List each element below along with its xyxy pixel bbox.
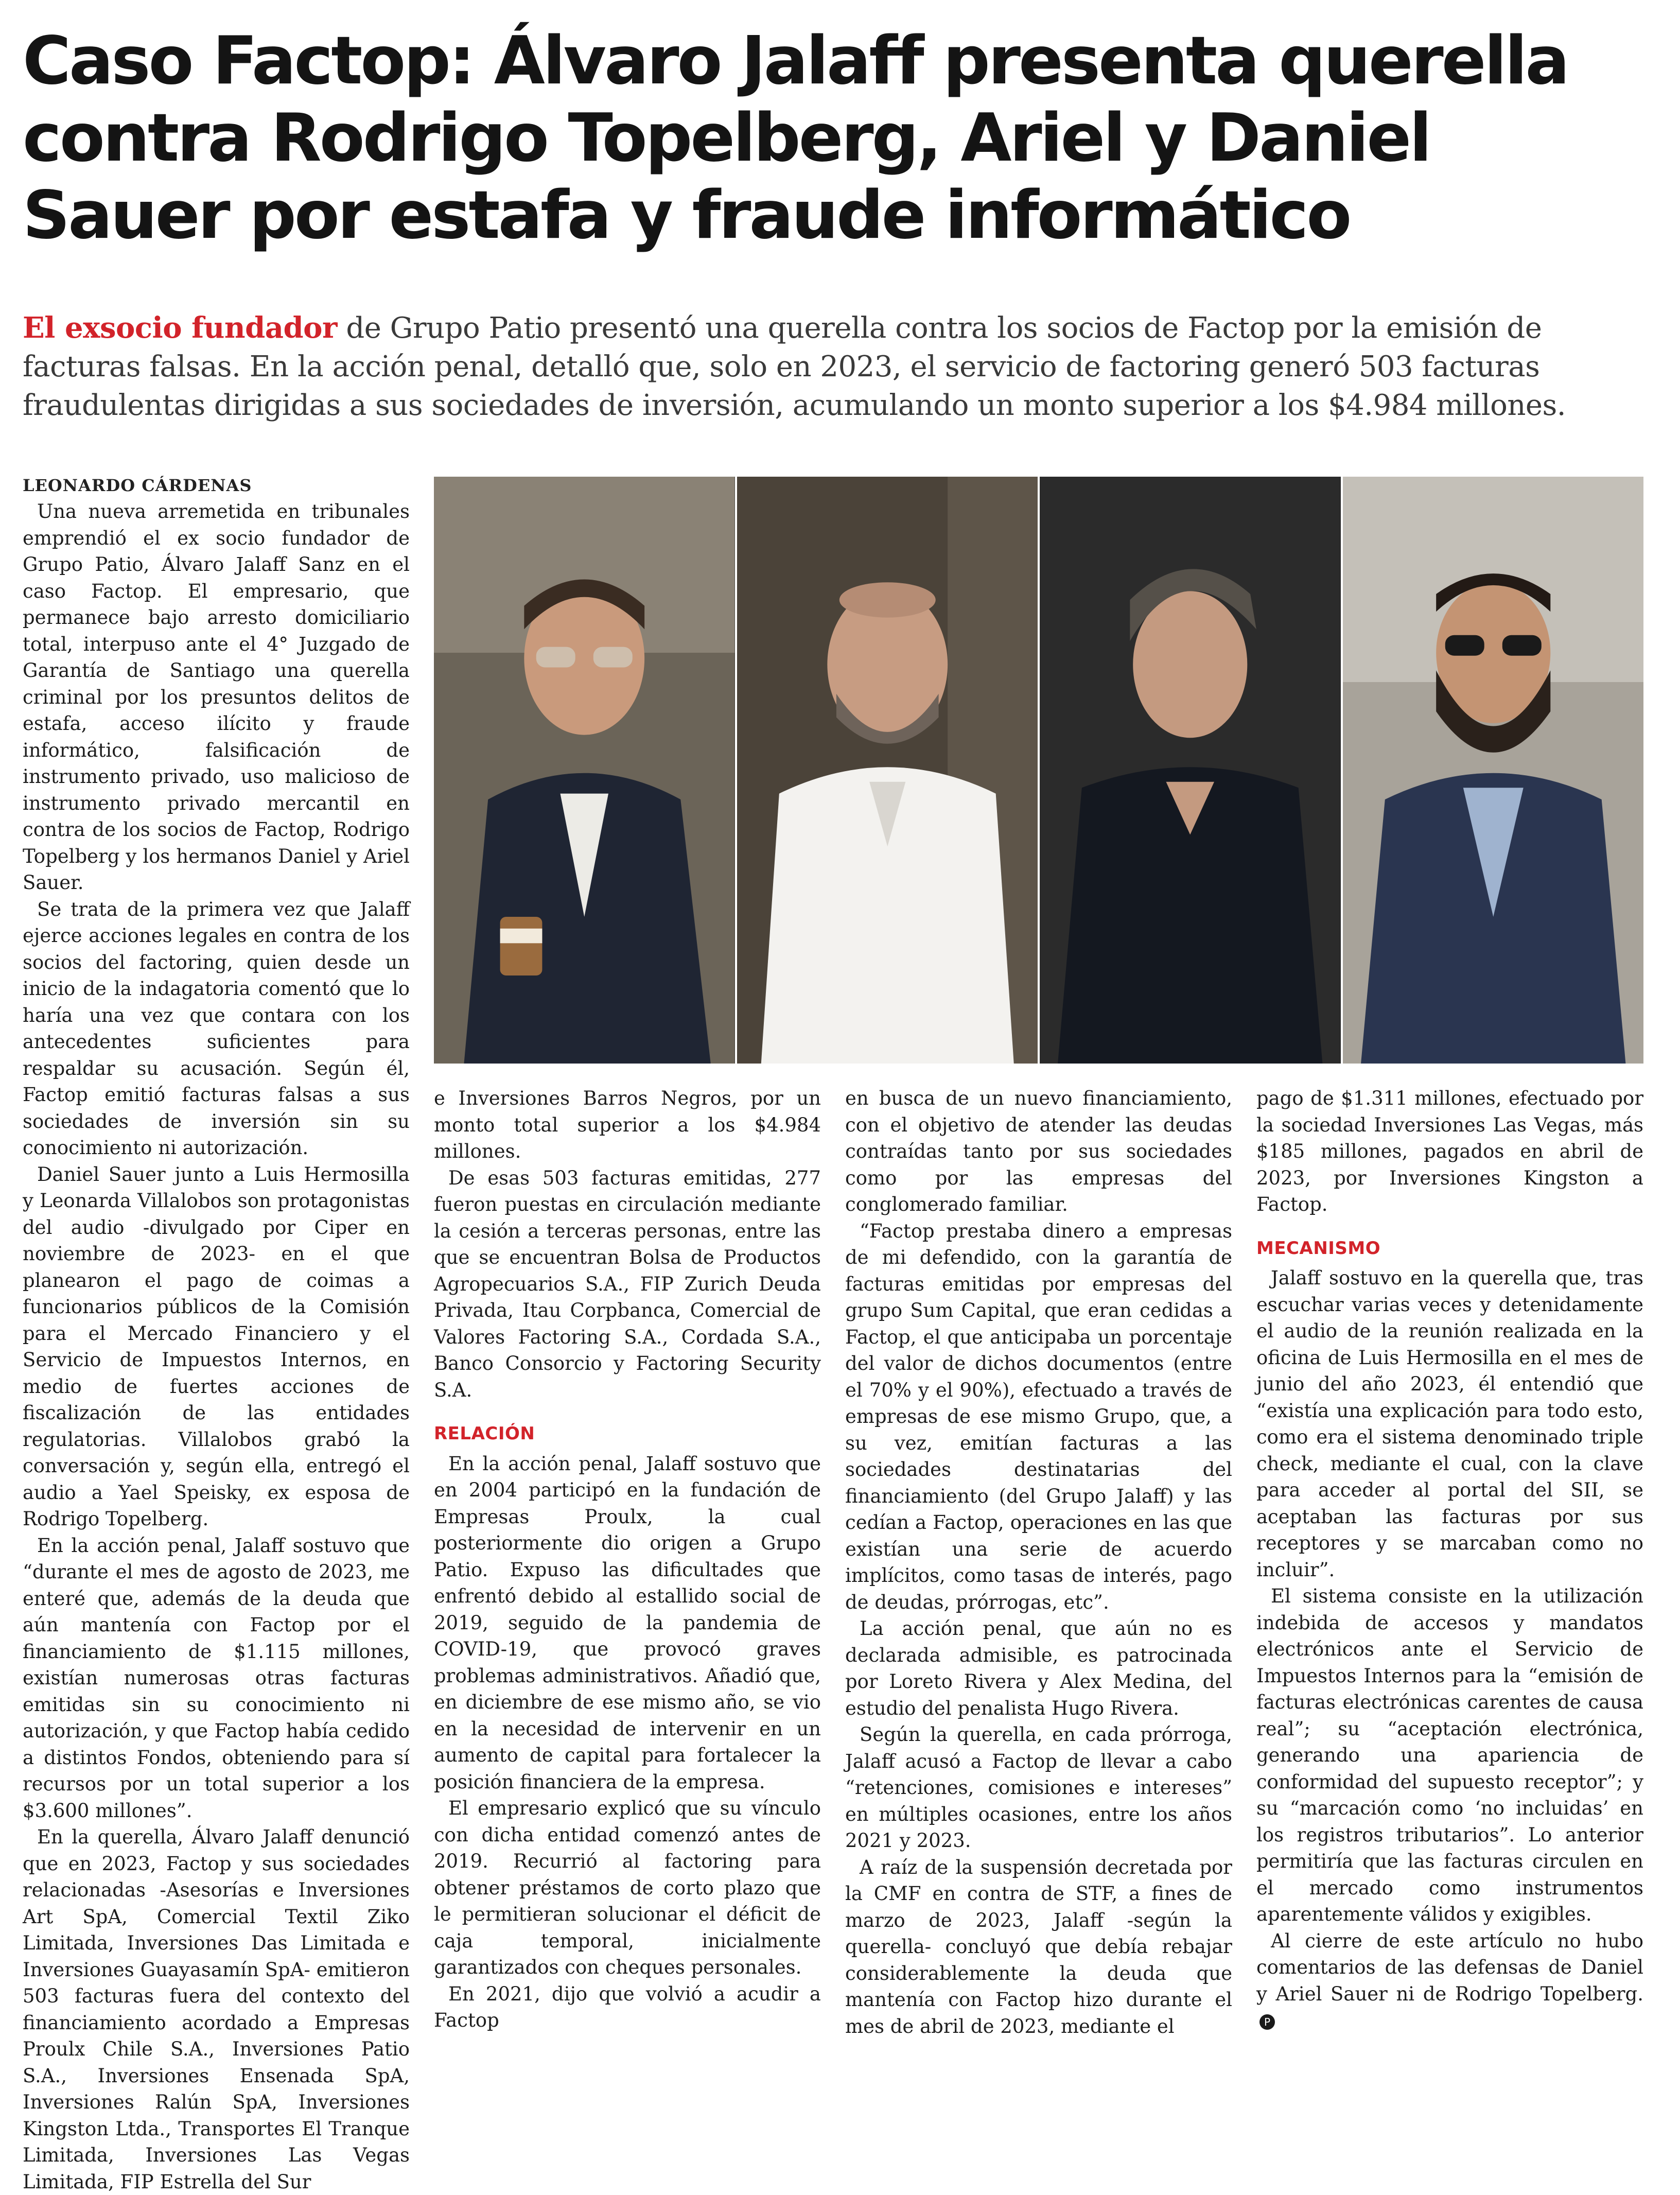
- paragraph: Una nueva arremetida en tribunales emprendió el ex socio fundador de Grupo Patio, Álvaro Jalaff Sanz en el caso Factop. El empresario, que permanece bajo arresto domiciliario total, interpuso ante el 4° Juzgado de Garantía de Santiago una querella criminal por los presuntos delitos de estafa, acceso ilícito y fraude informático, falsificación de instrumento privado, uso malicioso de instrumento privado mercantil en contra de los socios de Factop, Rodrigo Topelberg y los hermanos Daniel y Ariel Sauer.: [23, 500, 410, 894]
- paragraph: En la querella, Álvaro Jalaff denunció que en 2023, Factop y sus sociedades relacionadas -Asesorías e Inversiones Art SpA, Comercial Textil Ziko Limitada, Inversiones Das Limitada e Inversiones Guayasamín SpA- emitieron 503 facturas fuera del contexto del financiamiento acordado a Empresas Proulx Chile S.A., Inversiones Patio S.A., Inversiones Ensenada SpA, Inversiones Ralún SpA, Inversiones Kingston Ltda., Transportes El Tranque Limitada, Inversiones Las Vegas Limitada, FIP Estrella del Sur: [23, 1826, 410, 2193]
- column-3: [845, 1085, 1232, 2040]
- photo-strip: [434, 477, 1643, 1064]
- paragraph: A raíz de la suspensión decretada por la CMF en contra de STF, a fines de marzo de 2023, Jalaff -según la querella- concluyó que debía rebajar considerablemente la deuda que mantenía con Factop hizo durante el mes de abril de 2023, mediante el: [845, 1856, 1232, 2037]
- man-in-white-shirt-photo: [737, 477, 1040, 1064]
- section-heading-relacion: RELACIÓN: [434, 1423, 535, 1444]
- lede-lead-in: El exsocio fundador: [23, 311, 338, 345]
- paragraph: pago de $1.311 millones, efectuado por la sociedad Inversiones Las Vegas, más $185 millones, pagados en abril de 2023, por Inversiones Kingston a Factop.: [1256, 1087, 1643, 1215]
- paragraph: En la acción penal, Jalaff sostuvo que en 2004 participó en la fundación de Empresas Proulx, la cual posteriormente dio origen a Grupo Patio. Expuso las dificultades que enfrentó debido al estallido social de 2019, seguido de la pandemia de COVID-19, que provocó graves problemas administrativos. Añadió que, en diciembre de ese mismo año, se vio en la necesidad de intervenir en un aumento de capital para fortalecer la posición financiera de la empresa.: [434, 1452, 821, 1793]
- paragraph: e Inversiones Barros Negros, por un monto total superior a los $4.984 millones.: [434, 1087, 821, 1162]
- paragraph: De esas 503 facturas emitidas, 277 fueron puestas en circulación mediante la cesión a terceras personas, entre las que se encuentran Bolsa de Productos Agropecuarios S.A., FIP Zurich Deuda Privada, Itau Corpbanca, Comercial de Valores Factoring S.A., Cordada S.A., Banco Consorcio y Factoring Security S.A.: [434, 1166, 821, 1401]
- paragraph: [1256, 1928, 1643, 2034]
- closing-text: Al cierre de este artículo no hubo comentarios de las defensas de Daniel y Ariel Sauer ni de Rodrigo Topelberg.: [1256, 1929, 1643, 2005]
- paragraph: En la acción penal, Jalaff sostuvo que “durante el mes de agosto de 2023, me enteré que, además de la deuda que aún mantenía con Factop por el financiamiento de $1.115 millones, existían numerosas otras facturas emitidas sin su conocimiento ni autorización, y que Factop había cedido a distintos Fondos, obteniendo para sí recursos por un total superior a los $3.600 millones”.: [23, 1534, 410, 1822]
- paragraph: Se trata de la primera vez que Jalaff ejerce acciones legales en contra de los socios del factoring, quien desde un inicio de la indagatoria comentó que lo haría una vez que contara con los antecedentes suficientes para respaldar su acusación. Según él, Factop emitió facturas falsas a sus sociedades de inversión sin su conocimiento ni autorización.: [23, 898, 410, 1159]
- paragraph: Daniel Sauer junto a Luis Hermosilla y Leonarda Villalobos son protagonistas del audio -divulgado por Ciper en noviembre de 2023- en el que planearon el pago de coimas a funcionarios públicos de la Comisión para el Mercado Financiero y el Servicio de Impuestos Internos, en medio de fuertes acciones de fiscalización de las entidades regulatorias. Villalobos grabó la conversación y, según ella, entregó el audio a Yael Speisky, ex esposa de Rodrigo Topelberg.: [23, 1163, 410, 1530]
- lede: [23, 309, 1659, 425]
- headline: Caso Factop: Álvaro Jalaff presenta querella contra Rodrigo Topelberg, Ariel y Daniel Sauer por estafa y fraude informático: [23, 23, 1568, 254]
- column-2: [434, 1085, 821, 2034]
- man-with-sunglasses-and-coffee-photo: [434, 477, 737, 1064]
- section-heading-mecanismo: MECANISMO: [1256, 1238, 1381, 1259]
- lede-text: de Grupo Patio presentó una querella contra los socios de Factop por la emisión de facturas falsas. En la acción penal, detalló que, solo en 2023, el servicio de factoring generó 503 facturas fraudulentas dirigidas a sus sociedades de inversión, acumulando un monto superior a los $4.984 millones.: [23, 311, 1566, 422]
- paragraph: Jalaff sostuvo en la querella que, tras escuchar varias veces y detenidamente el audio de la reunión realizada en la oficina de Luis Hermosilla en el mes de junio del año 2023, él entendió que “existía una explicación para todo esto, como era el sistema denominado triple check, mediante el cual, con la clave para acceder al portal del SII, se aceptaban las facturas por sus receptores y se marcaban como no incluir”.: [1256, 1267, 1643, 1581]
- end-of-article-icon: P: [1259, 2014, 1275, 2030]
- paragraph: La acción penal, que aún no es declarada admisible, es patrocinada por Loreto Rivera y Alex Medina, del estudio del penalista Hugo Rivera.: [845, 1617, 1232, 1719]
- paragraph: El sistema consiste en la utilización indebida de accesos y mandatos electrónicos ante el Servicio de Impuestos Internos para la “emisión de facturas electrónicas carentes de causa real”; su “aceptación electrónica, generando una apariencia de conformidad del supuesto receptor”; y su “marcación como ‘no incluidas’ en los registros tributarios”. Lo anterior permitiría que las facturas circulen en el mercado como instrumentos aparentemente válidos y exigibles.: [1256, 1585, 1643, 1925]
- paragraph: en busca de un nuevo financiamiento, con el objetivo de atender las deudas contraídas tanto por sus sociedades como por las empresas del conglomerado familiar.: [845, 1087, 1232, 1215]
- byline: LEONARDO CÁRDENAS: [23, 476, 252, 495]
- bearded-man-with-sunglasses-photo: [1343, 477, 1644, 1064]
- paragraph: “Factop prestaba dinero a empresas de mi defendido, con la garantía de facturas emitidas por empresas del grupo Sum Capital, que eran cedidas a Factop, el que anticipaba un porcentaje del valor de dichos documentos (entre el 70% y el 90%), efectuado a través de empresas de ese mismo Grupo, que, a su vez, emitían facturas a las sociedades destinatarias del financiamiento (del Grupo Jalaff) y las cedían a Factop, operaciones en las que existían una serie de acuerdo implícitos, como tasas de interés, pago de deudas, prórrogas, etc”.: [845, 1220, 1232, 1613]
- column-1: [23, 498, 410, 2195]
- man-in-dark-shirt-photo: [1040, 477, 1343, 1064]
- paragraph: El empresario explicó que su vínculo con dicha entidad comenzó antes de 2019. Recurrió al factoring para obtener préstamos de corto plazo que le permitieran solucionar el déficit de caja temporal, inicialmente garantizados con cheques personales.: [434, 1797, 821, 1978]
- column-4: [1256, 1085, 1643, 2034]
- paragraph: Según la querella, en cada prórroga, Jalaff acusó a Factop de llevar a cabo “retenciones, comisiones e intereses” en múltiples ocasiones, entre los años 2021 y 2023.: [845, 1723, 1232, 1852]
- paragraph: En 2021, dijo que volvió a acudir a Factop: [434, 1982, 821, 2031]
